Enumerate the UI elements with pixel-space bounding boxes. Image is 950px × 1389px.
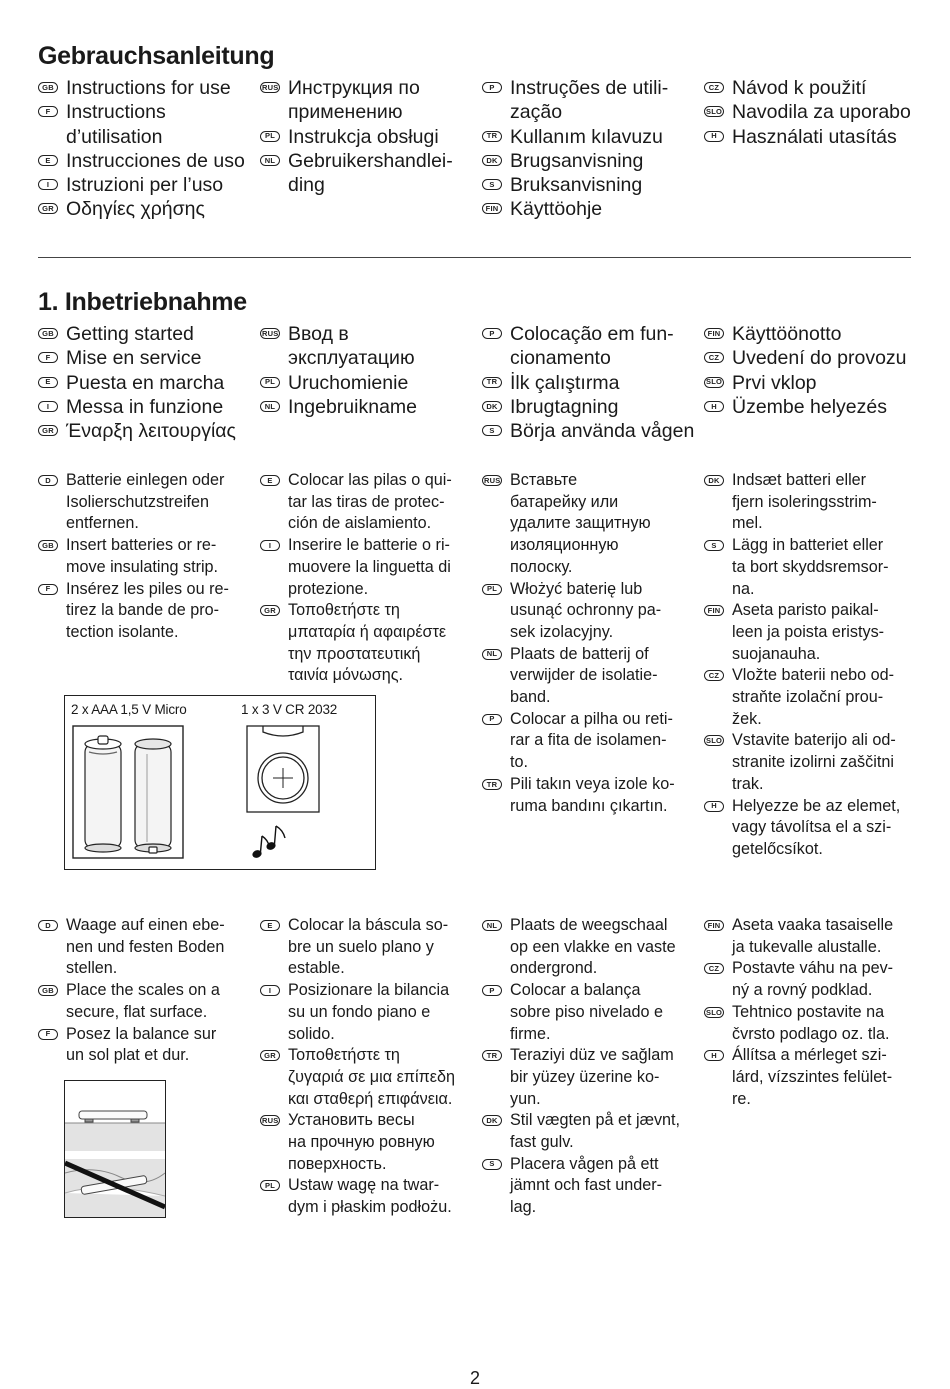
lang-entry: [482, 371, 697, 395]
language-code-badge: PL: [260, 377, 280, 388]
lang-entry-text: Inserire le batterie o ri- muovere la linguetta di protezione.: [288, 536, 451, 598]
page-title: Gebrauchsanleitung: [38, 42, 275, 70]
language-code-badge: NL: [482, 649, 502, 660]
lang-entry: [260, 600, 475, 687]
lang-entry-text: Prvi vklop: [732, 371, 817, 394]
lang-entry: [704, 76, 919, 100]
language-code-badge: GB: [38, 328, 58, 339]
lang-entry: [260, 980, 475, 1045]
language-code-badge: FIN: [704, 920, 724, 931]
lang-entry-text: Bruksanvisning: [510, 174, 643, 197]
language-code-badge: NL: [482, 920, 502, 931]
lang-entry: [38, 197, 253, 221]
lang-entry: [704, 125, 919, 149]
battery-col: [704, 470, 919, 861]
lang-entry-text: Установить весы на прочную ровную поверхность.: [288, 1111, 435, 1173]
lang-entry-text: Brugsanvisning: [510, 149, 644, 172]
lang-entry: [38, 76, 253, 100]
lang-entry: [260, 76, 475, 125]
lang-entry: [482, 709, 697, 774]
lang-entry: [704, 600, 919, 665]
lang-entry-text: Insert batteries or re- move insulating strip.: [66, 536, 219, 576]
lang-entry: [482, 579, 697, 644]
language-code-badge: DK: [482, 401, 502, 412]
language-code-badge: H: [704, 401, 724, 412]
placement-col: [260, 915, 475, 1219]
lang-entry: [704, 1045, 919, 1110]
language-code-badge: I: [260, 985, 280, 996]
lang-entry: [482, 419, 697, 443]
header-col: [260, 76, 475, 197]
lang-entry: [260, 535, 475, 600]
lang-entry-text: Gebruikershandlei- ding: [288, 149, 453, 197]
lang-entry: [482, 395, 697, 419]
section-col: [260, 322, 475, 419]
lang-entry-text: Instructions d’utilisation: [66, 101, 166, 148]
language-code-badge: CZ: [704, 670, 724, 681]
language-code-badge: NL: [260, 401, 280, 412]
language-code-badge: PL: [482, 584, 502, 595]
lang-entry-text: Posizionare la bilancia su un fondo piano e solido.: [288, 981, 450, 1043]
lang-entry-text: Uruchomienie: [288, 371, 409, 394]
language-code-badge: E: [38, 155, 58, 166]
language-code-badge: TR: [482, 779, 502, 790]
lang-entry: [38, 535, 253, 578]
placement-col: [482, 915, 697, 1219]
lang-entry-text: Οδηγίες χρήσης: [66, 198, 205, 221]
lang-entry: [704, 915, 919, 958]
lang-entry: [482, 1045, 697, 1110]
lang-entry-text: Vstavite baterijo ali od- stranite izolirni zaščitni trak.: [732, 731, 896, 793]
page-number: 2: [469, 1368, 480, 1388]
lang-entry-text: Έναρξη λειτουργίας: [66, 420, 236, 443]
lang-entry-text: Messa in funzione: [66, 395, 224, 418]
lang-entry-text: Insérez les piles ou re- tirez la bande de pro- tection isolante.: [66, 579, 229, 641]
language-code-badge: I: [38, 179, 58, 190]
lang-entry: [260, 322, 475, 371]
language-code-badge: F: [38, 106, 58, 117]
language-code-badge: DK: [704, 475, 724, 486]
lang-entry-text: Vložte baterii nebo od- straňte izolační prou- žek.: [732, 666, 894, 728]
section-divider: [38, 257, 911, 258]
lang-entry: [704, 346, 919, 370]
section-col: [704, 322, 919, 419]
language-code-badge: FIN: [704, 328, 724, 339]
lang-entry-text: Ustaw wagę na twar- dym i płaskim podłożu.: [288, 1176, 452, 1217]
lang-entry-text: Puesta en marcha: [66, 371, 225, 394]
placement-col: [38, 915, 253, 1067]
lang-entry: [482, 125, 697, 149]
battery-aaa-label: 2 x AAA 1,5 V Micro: [71, 702, 187, 717]
lang-entry-text: Colocar las pilas o qui- tar las tiras de protec- ción de aislamiento.: [288, 471, 452, 533]
language-code-badge: P: [482, 328, 502, 339]
lang-entry-text: Helyezze be az elemet, vagy távolítsa el a szi- getelőcsíkot.: [732, 796, 901, 858]
language-code-badge: GR: [260, 1050, 280, 1061]
lang-entry: [260, 470, 475, 535]
battery-illustration: [65, 696, 375, 869]
lang-entry-text: Вставьте батарейку или удалите защитную изоляционную полоску.: [510, 471, 651, 576]
lang-entry: [38, 395, 253, 419]
lang-entry: [482, 1110, 697, 1153]
lang-entry: [482, 322, 697, 371]
language-code-badge: NL: [260, 155, 280, 166]
language-code-badge: GR: [38, 425, 58, 436]
lang-entry: [260, 149, 475, 198]
lang-entry-text: Üzembe helyezés: [732, 395, 887, 418]
lang-entry-text: Colocar a pilha ou reti- rar a fita de isolamen- to.: [510, 709, 673, 772]
lang-entry-text: Pili takın veya izole ko- ruma bandını çıkartın.: [510, 774, 675, 815]
lang-entry-text: Istruzioni per l’uso: [66, 174, 224, 197]
lang-entry-text: Waage auf einen ebe- nen und festen Boden stellen.: [66, 916, 225, 978]
lang-entry: [38, 1024, 253, 1067]
lang-entry-text: Käyttöönotto: [732, 323, 842, 345]
lang-entry-text: Getting started: [66, 323, 194, 345]
language-code-badge: H: [704, 131, 724, 142]
placement-figure: [64, 1080, 166, 1218]
lang-entry-text: Postavte váhu na pev- ný a rovný podklad.: [732, 959, 894, 1000]
placement-col: [704, 915, 919, 1110]
lang-entry: [482, 915, 697, 980]
scale-flat-icon: [79, 1111, 147, 1122]
language-code-badge: CZ: [704, 963, 724, 974]
lang-entry-text: Stil vægten på et jævnt, fast gulv.: [510, 1111, 681, 1152]
lang-entry: [482, 470, 697, 579]
lang-entry: [38, 579, 253, 644]
language-code-badge: TR: [482, 131, 502, 142]
lang-entry: [38, 371, 253, 395]
lang-entry: [704, 730, 919, 795]
lang-entry-text: Ibrugtagning: [510, 395, 619, 418]
music-notes-icon: [252, 826, 285, 858]
lang-entry: [482, 197, 697, 221]
language-code-badge: P: [482, 985, 502, 996]
lang-entry-text: Navodila za uporabo: [732, 101, 911, 124]
lang-entry: [482, 644, 697, 709]
language-code-badge: E: [38, 377, 58, 388]
lang-entry: [482, 76, 697, 125]
lang-entry-text: İlk çalıştırma: [510, 371, 620, 394]
lang-entry: [482, 173, 697, 197]
lang-entry: [260, 915, 475, 980]
language-code-badge: RUS: [262, 1116, 279, 1126]
lang-entry-text: Colocar la báscula so- bre un suelo plano y estable.: [288, 916, 449, 978]
language-code-badge: S: [482, 425, 502, 436]
language-code-badge: S: [704, 540, 724, 551]
lang-entry: [482, 1154, 697, 1219]
lang-entry-text: Инструкция по применению: [288, 77, 420, 124]
lang-entry-text: Börja använda vågen: [510, 420, 695, 443]
language-code-badge: CZ: [704, 352, 724, 363]
lang-entry: [38, 470, 253, 535]
language-code-badge: SLO: [706, 377, 723, 387]
lang-entry: [704, 100, 919, 124]
language-code-badge: SLO: [706, 1007, 723, 1017]
header-col: [38, 76, 253, 222]
language-code-badge: GB: [38, 540, 58, 551]
language-code-badge: SLO: [706, 736, 723, 746]
lang-entry: [260, 1175, 475, 1218]
language-code-badge: RUS: [262, 82, 279, 92]
lang-entry-text: Instrukcja obsługi: [288, 125, 439, 148]
section-title: 1. Inbetriebnahme: [38, 288, 247, 316]
lang-entry-text: Ingebruikname: [288, 395, 417, 418]
lang-entry: [704, 1002, 919, 1045]
lang-entry-text: Kullanım kılavuzu: [510, 125, 663, 148]
lang-entry-text: Teraziyi düz ve sağlam bir yüzey üzerine ko- yun.: [510, 1046, 674, 1108]
lang-entry-text: Használati utasítás: [732, 125, 897, 148]
lang-entry-text: Colocação em fun- cionamento: [510, 323, 674, 370]
lang-entry: [704, 796, 919, 861]
lang-entry: [38, 346, 253, 370]
language-code-badge: GB: [38, 985, 58, 996]
language-code-badge: CZ: [704, 82, 724, 93]
lang-entry-text: Návod k použití: [732, 77, 867, 99]
language-code-badge: RUS: [484, 475, 501, 485]
aaa-battery-icon: [135, 739, 171, 853]
lang-entry: [38, 173, 253, 197]
language-code-badge: P: [482, 714, 502, 725]
language-code-badge: D: [38, 920, 58, 931]
lang-entry: [482, 980, 697, 1045]
language-code-badge: F: [38, 1029, 58, 1040]
header-col: [704, 76, 919, 149]
lang-entry-text: Instruções de utili- zação: [510, 77, 669, 124]
lang-entry-text: Τοποθετήστε τη ζυγαριά σε μια επίπεδη και σταθερή επιφάνεια.: [288, 1046, 455, 1108]
language-code-badge: S: [482, 179, 502, 190]
battery-cr2032-label: 1 x 3 V CR 2032: [241, 702, 338, 717]
language-code-badge: S: [482, 1159, 502, 1170]
lang-entry-text: Place the scales on a secure, flat surface.: [66, 981, 220, 1021]
lang-entry-text: Aseta paristo paikal- leen ja poista eristys- suojanauha.: [732, 601, 885, 663]
language-code-badge: D: [38, 475, 58, 486]
battery-col: [482, 470, 697, 817]
language-code-badge: TR: [482, 377, 502, 388]
battery-col: [38, 470, 253, 644]
lang-entry-text: Posez la balance sur un sol plat et dur.: [66, 1024, 217, 1065]
lang-entry: [704, 395, 919, 419]
lang-entry: [704, 322, 919, 346]
scale-placement-illustration: [65, 1081, 165, 1217]
section-col: [38, 322, 253, 443]
lang-entry: [260, 1045, 475, 1110]
language-code-badge: H: [704, 801, 724, 812]
language-code-badge: F: [38, 352, 58, 363]
lang-entry: [38, 915, 253, 980]
language-code-badge: SLO: [706, 107, 723, 117]
language-code-badge: I: [38, 401, 58, 412]
lang-entry: [38, 980, 253, 1023]
lang-entry-text: Tehtnico postavite na čvrsto podlago oz. tla.: [732, 1002, 890, 1043]
battery-figure: [64, 695, 376, 870]
language-code-badge: TR: [482, 1050, 502, 1061]
lang-entry: [38, 419, 253, 443]
lang-entry: [260, 1110, 475, 1175]
battery-col: [260, 470, 475, 687]
lang-entry-text: Käyttöohje: [510, 198, 603, 221]
lang-entry-text: Instrucciones de uso: [66, 149, 245, 172]
lang-entry: [704, 470, 919, 535]
lang-entry: [38, 100, 253, 149]
language-code-badge: DK: [482, 155, 502, 166]
lang-entry-text: Indsæt batteri eller fjern isoleringsstrim- mel.: [732, 471, 877, 533]
lang-entry: [260, 371, 475, 395]
lang-entry: [260, 395, 475, 419]
language-code-badge: E: [260, 475, 280, 486]
language-code-badge: RUS: [262, 328, 279, 338]
language-code-badge: P: [482, 82, 502, 93]
language-code-badge: H: [704, 1050, 724, 1061]
lang-entry-text: Włożyć baterię lub usunąć ochronny pa- sek izolacyjny.: [510, 579, 662, 641]
language-code-badge: F: [38, 584, 58, 595]
language-code-badge: GR: [38, 203, 58, 214]
lang-entry: [704, 665, 919, 730]
lang-entry: [704, 958, 919, 1001]
lang-entry-text: Lägg in batteriet eller ta bort skyddsremsor- na.: [732, 536, 889, 598]
lang-entry-text: Plaats de batterij of verwijder de isolatie- band.: [510, 644, 658, 707]
lang-entry-text: Τοποθετήστε τη μπαταρία ή αφαιρέστε την προστατευτική ταινία μόνωσης.: [288, 601, 447, 685]
language-code-badge: I: [260, 540, 280, 551]
lang-entry-text: Colocar a balança sobre piso nivelado e firme.: [510, 981, 663, 1043]
lang-entry-text: Állítsa a mérleget szi- lárd, vízszintes felület- re.: [732, 1046, 893, 1108]
lang-entry-text: Plaats de weegschaal op een vlakke en vaste ondergrond.: [510, 916, 676, 978]
language-code-badge: PL: [260, 131, 280, 142]
language-code-badge: GR: [260, 605, 280, 616]
lang-entry: [38, 149, 253, 173]
lang-entry: [704, 371, 919, 395]
language-code-badge: DK: [482, 1115, 502, 1126]
language-code-badge: PL: [260, 1180, 280, 1191]
aaa-battery-icon: [85, 736, 121, 852]
language-code-badge: GB: [38, 82, 58, 93]
lang-entry-text: Instructions for use: [66, 77, 231, 99]
header-col: [482, 76, 697, 222]
lang-entry: [38, 322, 253, 346]
lang-entry: [482, 774, 697, 817]
section-col: [482, 322, 697, 443]
lang-entry: [704, 535, 919, 600]
coin-cell-icon: [247, 726, 319, 812]
lang-entry-text: Mise en service: [66, 347, 202, 370]
lang-entry-text: Uvedení do provozu: [732, 347, 907, 370]
lang-entry: [482, 149, 697, 173]
lang-entry: [260, 125, 475, 149]
lang-entry-text: Ввод в эксплуатацию: [288, 323, 415, 370]
language-code-badge: FIN: [482, 203, 502, 214]
lang-entry-text: Placera vågen på ett jämnt och fast under- lag.: [510, 1154, 663, 1217]
lang-entry-text: Batterie einlegen oder Isolierschutzstreifen entfernen.: [66, 471, 225, 533]
lang-entry-text: Aseta vaaka tasaiselle ja tukevalle alustalle.: [732, 916, 894, 956]
language-code-badge: FIN: [704, 605, 724, 616]
language-code-badge: E: [260, 920, 280, 931]
